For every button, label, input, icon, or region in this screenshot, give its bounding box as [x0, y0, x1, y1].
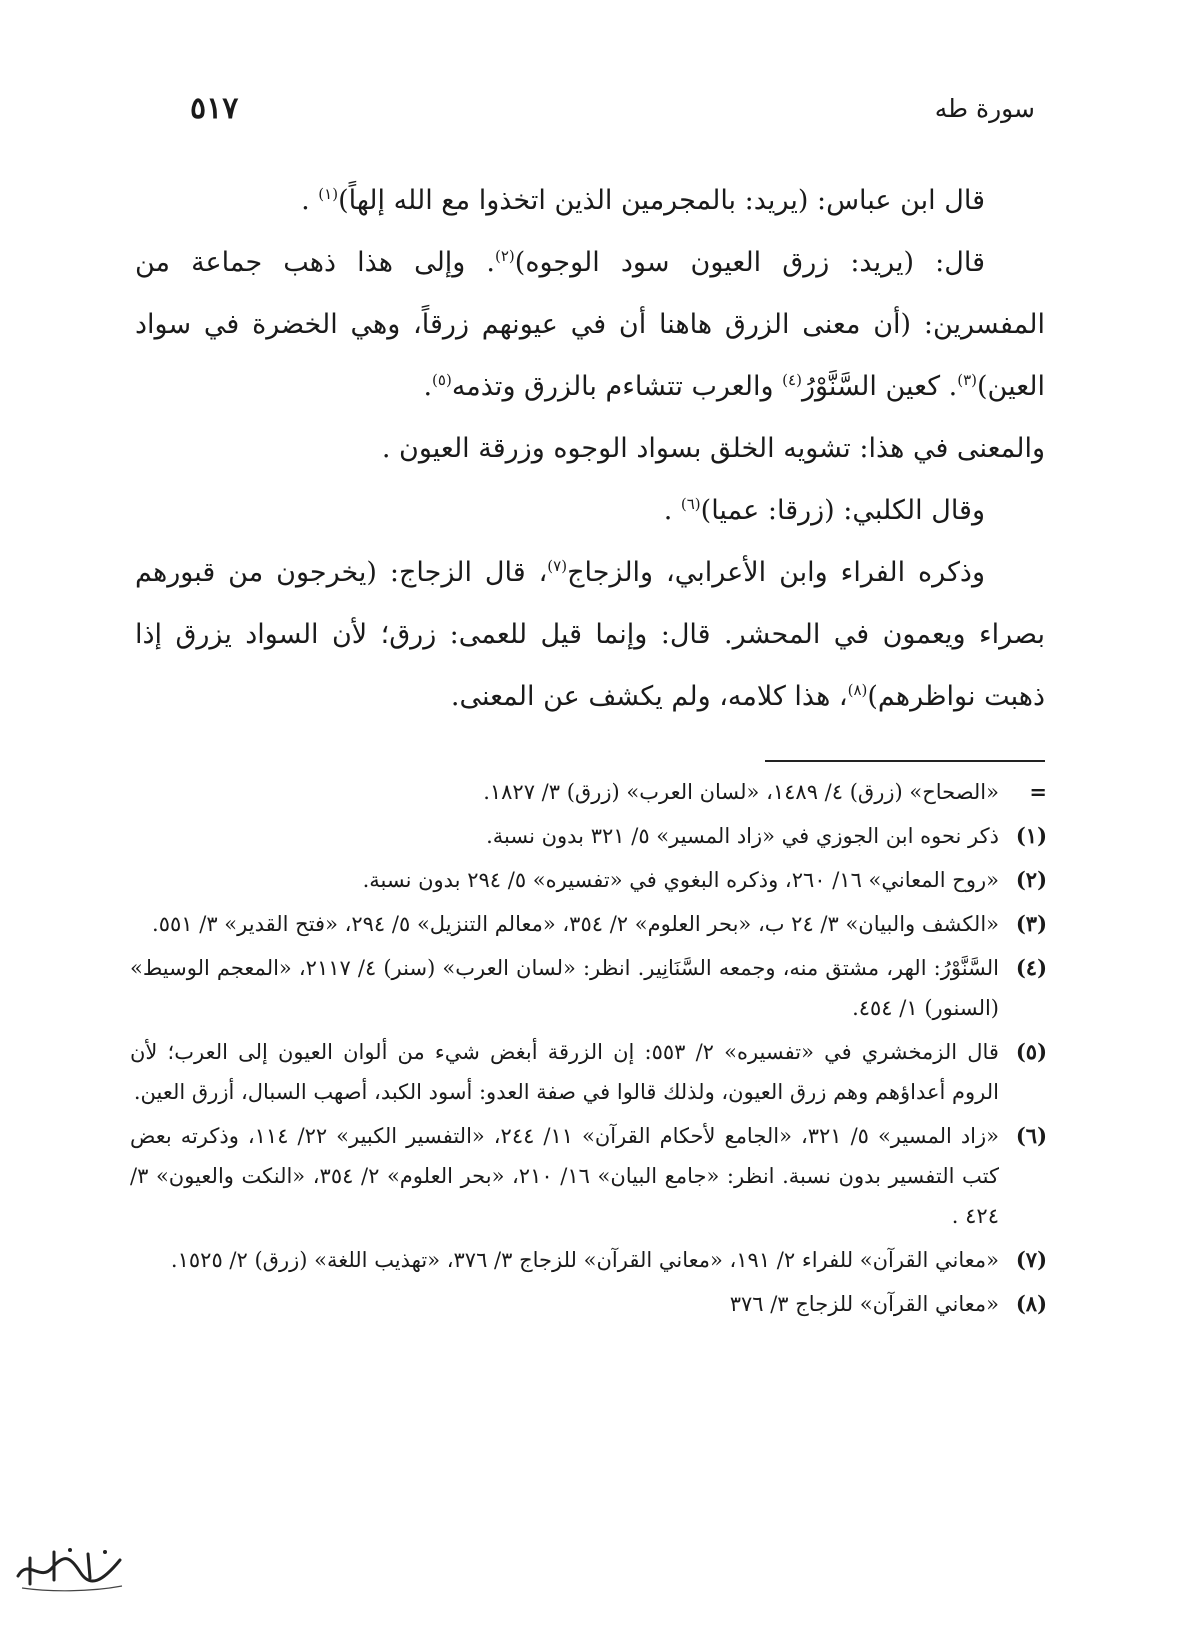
- footnote-item: [130, 1240, 1047, 1280]
- footnote-text: السَّنَّوْرُ: الهر، مشتق منه، وجمعه السَّنَانِير. انظر: «لسان العرب» (سنر) ٤/ ٢١١٧، «المعجم الوسيط» (السنور) ١/ ٤٥٤.: [130, 956, 1000, 1020]
- footnote-text: «معاني القرآن» للفراء ٢/ ١٩١، «معاني القرآن» للزجاج ٣/ ٣٧٦، «تهذيب اللغة» (زرق) ٢/ ١٥٢٥.: [170, 1248, 999, 1272]
- footnote-mark: (١): [1015, 823, 1047, 848]
- footnote-item: [130, 860, 1047, 900]
- footnote-item: [130, 1284, 1047, 1324]
- footnote-ref: (١): [318, 185, 339, 203]
- footnote-mark: (٦): [1015, 1123, 1047, 1148]
- paragraph-zurq: [135, 232, 1045, 418]
- publisher-logo-watermark: [10, 1538, 130, 1598]
- footnote-text: «الصحاح» (زرق) ٤/ ١٤٨٩، «لسان العرب» (زرق) ٣/ ١٨٢٧.: [483, 780, 999, 804]
- paragraph-text: قال: (يريد: زرق العيون سود الوجوه): [514, 247, 985, 278]
- footnote-text: قال الزمخشري في «تفسيره» ٢/ ٥٥٣: إن الزرقة أبغض شيء من ألوان العيون إلى العرب؛ لأن الروم أعداؤهم وهم زرق العيون، ولذلك قالوا في صفة العدو: أسود الكبد، أصهب السبال، أزرق العين.: [130, 1040, 999, 1104]
- footnote-item: [130, 772, 1047, 812]
- page-header: [190, 88, 1035, 128]
- footnote-mark: =: [1029, 779, 1047, 804]
- main-text: [135, 170, 1045, 728]
- footnote-item: [130, 948, 1047, 1028]
- footnote-ref: (٦): [680, 495, 701, 513]
- paragraph-kalbi: [135, 480, 1045, 542]
- paragraph-meaning: [135, 418, 1045, 480]
- footnote-ref: (٢): [495, 247, 515, 265]
- paragraph-zajjaj: [135, 542, 1045, 728]
- paragraph-text: والعرب تتشاءم بالزرق وتذمه: [451, 371, 783, 402]
- footnote-mark: (٢): [1015, 867, 1047, 892]
- footnote-mark: (٣): [1015, 911, 1047, 936]
- footnote-ref: (٨): [847, 681, 868, 699]
- footnote-mark: (٤): [1015, 955, 1047, 980]
- paragraph-text: وذكره الفراء وابن الأعرابي، والزجاج: [567, 557, 985, 588]
- footnote-mark: (٥): [1015, 1039, 1047, 1064]
- paragraph-text: . كعين السَّنَّوْرُ: [801, 371, 958, 402]
- footnote-item: [130, 1032, 1047, 1112]
- paragraph-text: .: [663, 495, 681, 526]
- footnote-text: «معاني القرآن» للزجاج ٣/ ٣٧٦: [729, 1292, 999, 1316]
- footnote-ref: (٤): [782, 371, 802, 389]
- footnote-ref: (٧): [547, 557, 568, 575]
- footnote-text: «روح المعاني» ١٦/ ٢٦٠، وذكره البغوي في «تفسيره» ٥/ ٢٩٤ بدون نسبة.: [362, 868, 999, 892]
- paragraph-text: .: [301, 185, 319, 216]
- paragraph-text: والمعنى في هذا: تشويه الخلق بسواد الوجوه وزرقة العيون .: [381, 433, 1045, 464]
- footnote-text: «الكشف والبيان» ٣/ ٢٤ ب، «بحر العلوم» ٢/ ٣٥٤، «معالم التنزيل» ٥/ ٢٩٤، «فتح القدير» ٣/ ٥٥١.: [152, 912, 999, 936]
- paragraph-text: ، قال الزجاج: (يخرجون من قبورهم بصراء ويعمون في المحشر. قال: وإنما قيل للعمى: زرق؛ لأن السواد يزرق إذا ذهبت نواظرهم): [135, 557, 1045, 712]
- footnote-text: ذكر نحوه ابن الجوزي في «زاد المسير» ٥/ ٣٢١ بدون نسبة.: [486, 824, 999, 848]
- paragraph-ibn-abbas: [135, 170, 1045, 232]
- footnote-item: [130, 1116, 1047, 1236]
- paragraph-text: وقال الكلبي: (زرقا: عميا): [700, 495, 985, 526]
- paragraph-text: .: [423, 371, 433, 402]
- paragraph-text: . وإلى هذا ذهب جماعة من المفسرين: (أن معنى الزرق هاهنا أن في عيونهم زرقاً، وهي الخضرة في سواد العين): [135, 247, 1045, 402]
- footnote-item: [130, 816, 1047, 856]
- page-number: ٥١٧: [190, 90, 239, 126]
- sura-title: سورة طه: [934, 93, 1035, 123]
- footnote-separator: [765, 760, 1045, 762]
- paragraph-text: قال ابن عباس: (يريد: بالمجرمين الذين اتخذوا مع الله إلهاً): [338, 185, 985, 216]
- footnotes: [130, 772, 1047, 1328]
- footnote-ref: (٣): [957, 371, 977, 389]
- paragraph-text: ، هذا كلامه، ولم يكشف عن المعنى.: [450, 681, 848, 712]
- footnote-item: [130, 904, 1047, 944]
- footnote-mark: (٧): [1015, 1247, 1047, 1272]
- footnote-mark: (٨): [1015, 1291, 1047, 1316]
- footnote-text: «زاد المسير» ٥/ ٣٢١، «الجامع لأحكام القرآن» ١١/ ٢٤٤، «التفسير الكبير» ٢٢/ ١١٤، وذكرته بعض كتب التفسير بدون نسبة. انظر: «جامع البيان» ١٦/ ٢١٠، «بحر العلوم» ٢/ ٣٥٤، «النكت والعيون» ٣/ ٤٢٤ .: [130, 1124, 999, 1228]
- footnote-ref: (٥): [432, 371, 452, 389]
